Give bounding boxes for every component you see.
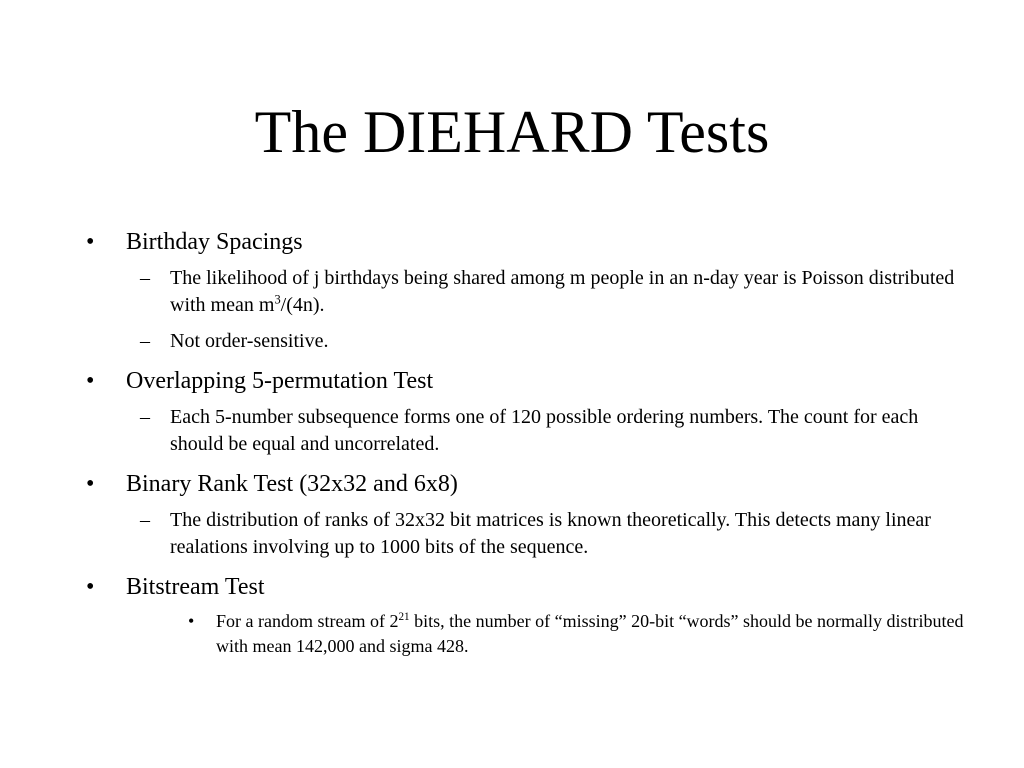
bullet-binary-rank-test bbox=[86, 470, 966, 498]
bullet-label: Overlapping 5-permutation Test bbox=[126, 368, 434, 394]
sub-bullet bbox=[140, 265, 966, 319]
sub-bullet-text-part: /(4n). bbox=[280, 294, 325, 316]
sub-bullet bbox=[140, 404, 966, 458]
sub-bullet bbox=[140, 328, 966, 355]
bullet-overlapping-permutation bbox=[86, 367, 966, 395]
sub-bullet-text-part: For a random stream of 2 bbox=[216, 611, 399, 631]
bullet-bitstream-test bbox=[86, 573, 966, 601]
bullet-icon: • bbox=[86, 471, 95, 497]
slide-title: The DIEHARD Tests bbox=[254, 99, 770, 165]
sub-bullet-text: Not order-sensitive. bbox=[170, 330, 329, 352]
dash-icon: – bbox=[140, 330, 150, 352]
dash-icon: – bbox=[140, 509, 150, 531]
sub-bullet-text-part: bits, the number of “missing” 20-bit “words” should be normally distributed with mean 142,000 and sigma 428. bbox=[216, 611, 964, 656]
bullet-icon: • bbox=[86, 574, 95, 600]
dash-icon: – bbox=[140, 406, 150, 428]
sub-bullet-text: Each 5-number subsequence forms one of 120 possible ordering numbers. The count for each should be equal and uncorrelated. bbox=[170, 406, 919, 455]
bullet-icon: • bbox=[86, 368, 95, 394]
bullet-label: Bitstream Test bbox=[126, 574, 265, 600]
bullet-birthday-spacings bbox=[86, 228, 966, 256]
bullet-icon: • bbox=[86, 229, 95, 255]
superscript: 21 bbox=[398, 611, 410, 623]
bullet-label: Binary Rank Test (32x32 and 6x8) bbox=[126, 471, 458, 497]
bullet-label: Birthday Spacings bbox=[126, 229, 303, 255]
sub-bullet bbox=[140, 507, 966, 561]
sub-bullet-text: The distribution of ranks of 32x32 bit matrices is known theoretically. This detects many linear realations involving up to 1000 bits of the sequence. bbox=[170, 509, 931, 558]
bullet-icon: • bbox=[188, 611, 195, 631]
sub-bullet-text bbox=[216, 611, 964, 656]
sub-bullet-text-part: The likelihood of j birthdays being shared among m people in an n-day year is Poisson distributed with mean m bbox=[170, 267, 955, 316]
sub-sub-bullet bbox=[188, 609, 966, 659]
dash-icon: – bbox=[140, 267, 150, 289]
superscript: 3 bbox=[274, 292, 281, 307]
slide-body bbox=[86, 224, 966, 659]
sub-bullet-text bbox=[170, 265, 966, 319]
